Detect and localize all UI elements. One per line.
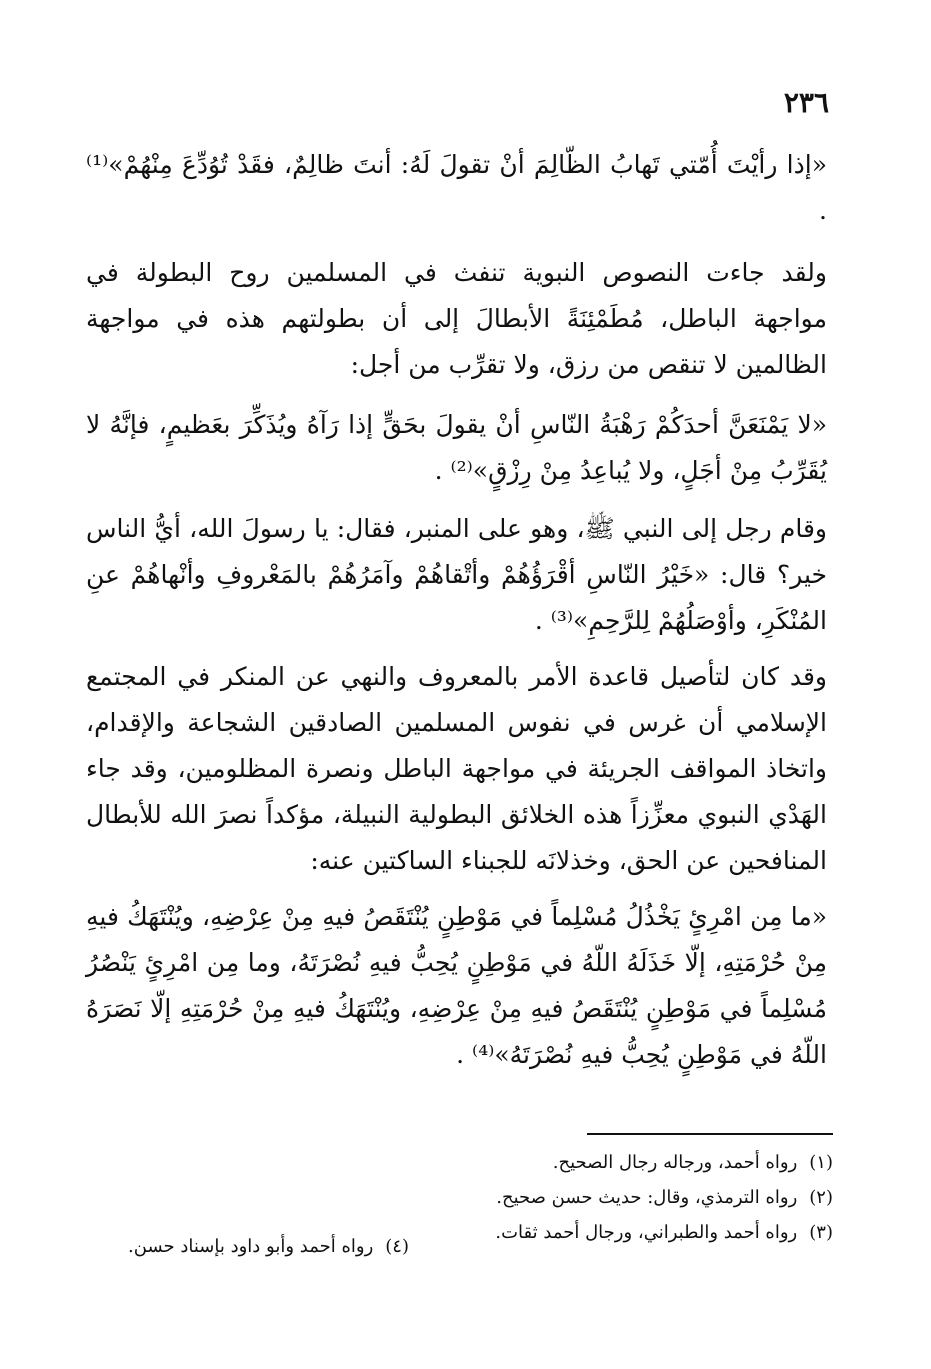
footnote-text: رواه الترمذي، وقال: حديث حسن صحيح. [496,1187,798,1208]
footnote-text: رواه أحمد والطبراني، ورجال أحمد ثقات. [495,1222,798,1243]
hadith-quote-3: «ما مِن امْرِئٍ يَخْذُلُ مُسْلِماً في مَوْطِنٍ يُنْتَقَصُ فيهِ مِنْ عِرْضِهِ، ويُنْتَهَكُ فيهِ مِنْ حُرْمَتِهِ، إلّا خَذَلَهُ اللّهُ في مَوْطِنٍ يُحِبُّ فيهِ نُصْرَتَهُ، وما مِن امْرِئٍ يَنْصُرُ مُسْلِماً في مَوْطِنٍ يُنْتَقَصُ فيهِ مِنْ عِرْضِهِ، ويُنْتَهَكُ فيهِ مِنْ حُرْمَتِهِ إلّا نَصَرَهُ اللّهُ في مَوْطِنٍ يُحِبُّ فيهِ نُصْرَتَهُ»⁽⁴⁾ . [86,902,827,1069]
footnote-3 [495,1222,833,1244]
footnote-number: (١) [809,1152,833,1173]
footnote-text: رواه أحمد وأبو داود بإسناد حسن. [128,1236,374,1257]
footnote-text: رواه أحمد، ورجاله رجال الصحيح. [552,1152,798,1173]
hadith-quote-1: «إذا رأيْتَ أُمّتي تَهابُ الظّالِمَ أنْ تقولَ لَهُ: أنتَ ظالِمٌ، فقَدْ تُوُدِّعَ مِنْهُمْ»⁽¹⁾ . [86,150,827,225]
footnote-2 [496,1187,833,1209]
footnote-1 [553,1152,833,1174]
hadith-quote-2: «لا يَمْنَعَنَّ أحدَكُمْ رَهْبَةُ النّاسِ أنْ يقولَ بحَقٍّ إذا رَآهُ ويُذَكِّرَ بعَظيمٍ، فإنَّهُ لا يُقَرِّبُ مِنْ أجَلٍ، ولا يُباعِدُ مِنْ رِزْقٍ»⁽²⁾ . [86,410,827,485]
footnote-number: (٣) [809,1222,833,1243]
footnote-number: (٢) [809,1187,833,1208]
body-paragraph-3: وقد كان لتأصيل قاعدة الأمر بالمعروف والنهي عن المنكر في المجتمع الإسلامي أن غرس في نفوس المسلمين الصادقين الشجاعة والإقدام، واتخاذ المواقف الجريئة في مواجهة الباطل ونصرة المظلومين، وقد جاء الهَدْي النبوي معزِّزاً هذه الخلائق البطولية النبيلة، مؤكداً نصرَ الله للأبطال المنافحين عن الحق، وخذلانَه للجبناء الساكتين عنه: [86,662,827,875]
body-paragraph-2: وقام رجل إلى النبي ﷺ، وهو على المنبر، فقال: يا رسولَ الله، أيُّ الناس خير؟ قال: «خَيْرُ النّاسِ أقْرَؤُهُمْ وأتْقاهُمْ وآمَرُهُمْ بالمَعْروفِ وأنْهاهُمْ عنِ المُنْكَرِ، وأوْصَلُهُمْ لِلرَّحِمِ»⁽³⁾ . [86,514,827,635]
footnote-4 [128,1236,409,1258]
page-number: ٢٣٦ [783,86,829,119]
body-paragraph-1: ولقد جاءت النصوص النبوية تنفث في المسلمين روح البطولة في مواجهة الباطل، مُطَمْئِنَةً الأبطالَ إلى أن بطولتهم هذه في مواجهة الظالمين لا تنقص من رزق، ولا تقرِّب من أجل: [86,258,827,379]
footnote-number: (٤) [385,1236,409,1257]
footnote-separator [587,1133,833,1135]
